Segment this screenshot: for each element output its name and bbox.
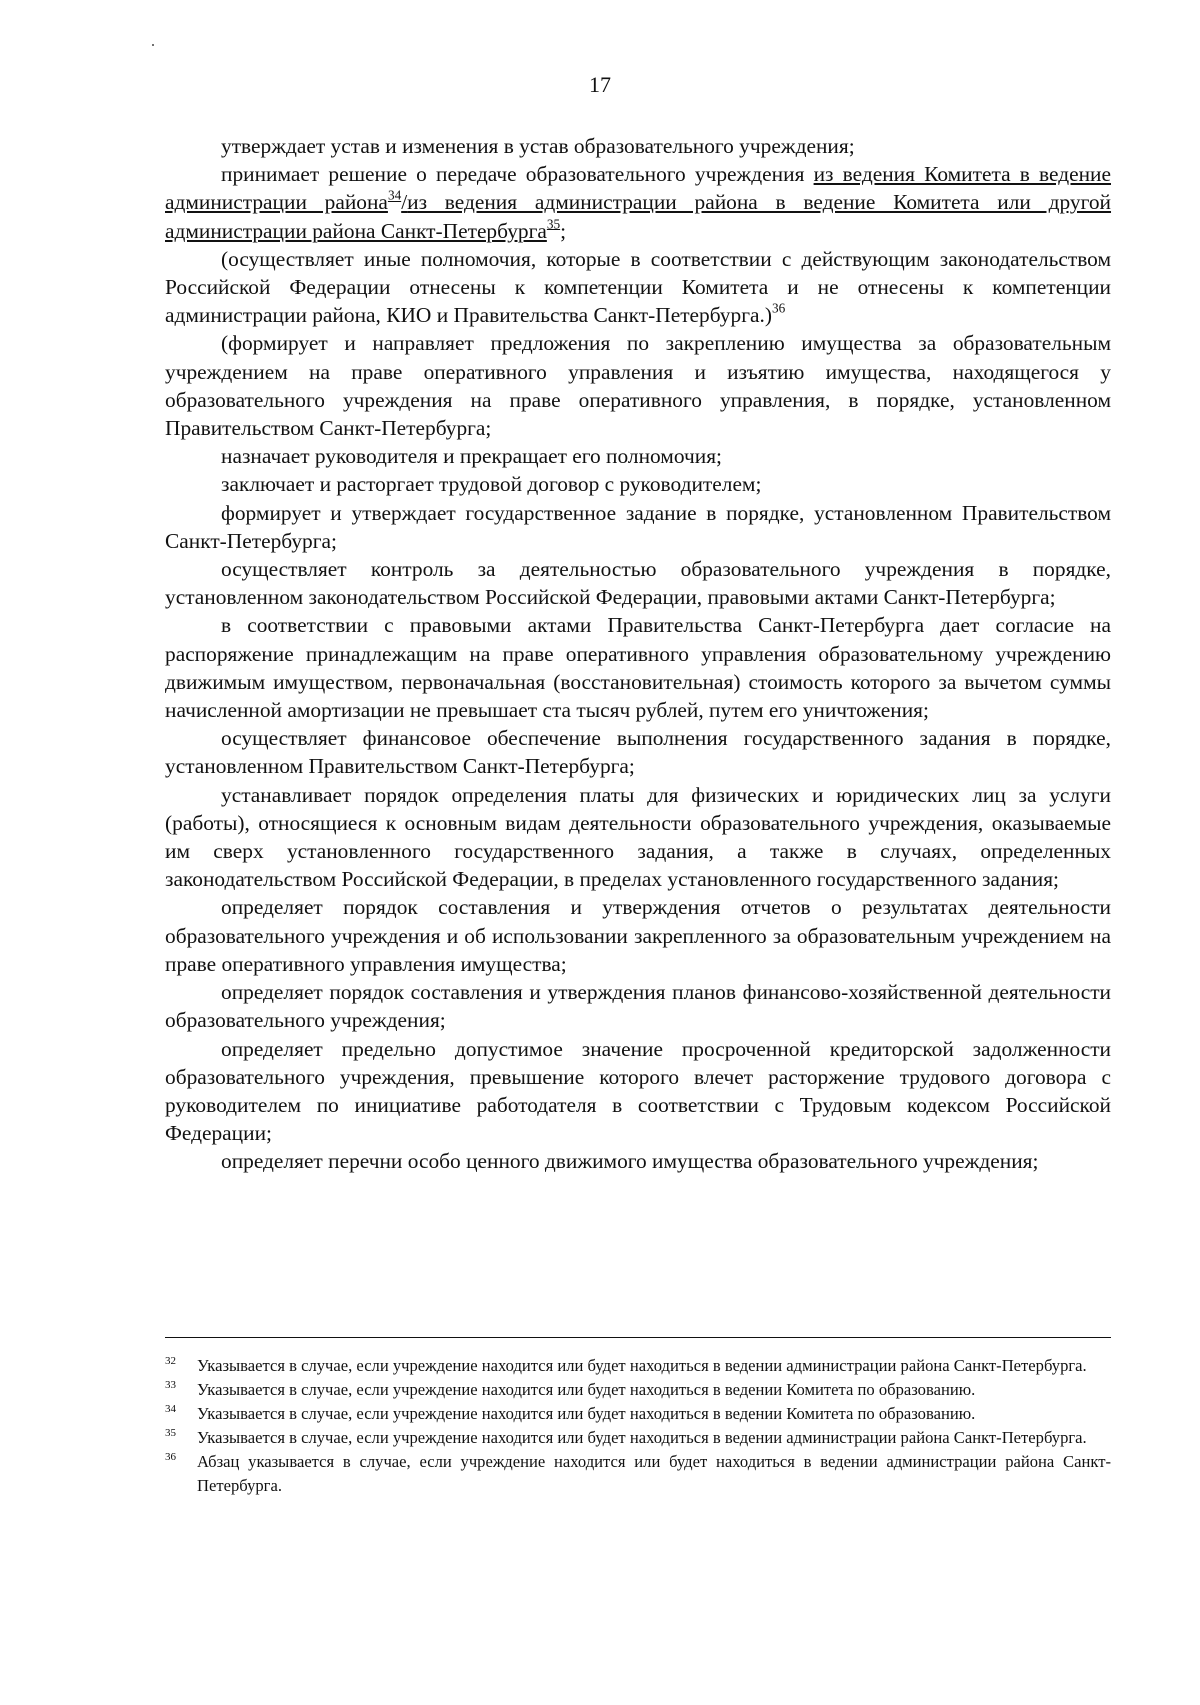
footnote-35 (165, 1426, 1111, 1450)
footnote-number: 32 (165, 1355, 176, 1367)
footnote-33 (165, 1378, 1111, 1402)
transfer-option-b: из ведения администрации района в ведение Комитета или другой администрации района Санкт-Петербурга (165, 190, 1112, 243)
transfer-slash: / (401, 190, 408, 215)
footnote-text: Указывается в случае, если учреждение находится или будет находиться в ведении Комитета по образованию. (197, 1404, 976, 1424)
footnote-ref-35: 35 (546, 216, 561, 232)
transfer-option-a: из ведения Комитета в ведение администрации района (165, 162, 1111, 215)
paragraph-overdue-debt: определяет предельно допустимое значение просроченной кредиторской задолженности образовательного учреждения, превышение которого влечет расторжение трудового договора с руководителем по инициативе работодателя в соответствии с Трудовым кодексом Российской Федерации; (165, 1036, 1111, 1146)
footnote-36 (165, 1450, 1111, 1497)
paragraph-property-disposal: в соответствии с правовыми актами Правительства Санкт-Петербурга дает согласие на распоряжение принадлежащим на праве оперативного управления образовательному учреждению движимым имуществом, первоначальная (восстановительная) стоимость которого за вычетом суммы начисленной амортизации не превышает ста тысяч рублей, путем его уничтожения; (165, 613, 1111, 723)
footnote-number: 35 (165, 1427, 176, 1440)
footnote-34 (165, 1402, 1111, 1426)
body-text (165, 132, 1111, 1176)
paragraph-charter: утверждает устав и изменения в устав образовательного учреждения; (221, 134, 855, 158)
paragraph-labor-contract: заключает и расторгает трудовой договор с руководителем; (221, 472, 762, 497)
footnote-text: Указывается в случае, если учреждение находится или будет находиться в ведении Комитета по образованию. (197, 1380, 976, 1400)
scan-speck (152, 44, 154, 46)
paragraph-valuable-property: определяет перечни особо ценного движимого имущества образовательного учреждения; (221, 1149, 1039, 1174)
paragraph-property-assignment: (формирует и направляет предложения по закреплению имущества за образовательным учреждением на праве оперативного управления и изъятию имущества, находящегося у образовательного учреждения на праве оперативного управления, в порядке, установленном Правительством Санкт-Петербурга; (165, 331, 1111, 441)
paragraph-appoint-head: назначает руководителя и прекращает его полномочия; (221, 444, 722, 469)
paragraph-reports: определяет порядок составления и утверждения отчетов о результатах деятельности образовательного учреждения и об использовании закрепленного за образовательным учреждением на праве оперативного управления имущества; (165, 895, 1111, 976)
footnote-divider (165, 1337, 1111, 1338)
transfer-tail: ; (560, 218, 567, 243)
paragraph-fees: устанавливает порядок определения платы для физических и юридических лиц за услуги (работы), относящиеся к основным видам деятельности образовательного учреждения, оказываемые им сверх установленного государственного задания, а также в случаях, определенных законодательством Российской Федерации, в пределах установленного государственного задания; (165, 782, 1111, 892)
footnote-number: 36 (165, 1451, 176, 1464)
footnote-text: Абзац указывается в случае, если учреждение находится или будет находиться в ведении администрации района Санкт-Петербурга. (197, 1452, 1111, 1495)
paragraph-other-powers (165, 245, 1111, 330)
page-number: 17 (589, 72, 611, 97)
transfer-lead: принимает решение о передаче образовательного учреждения (221, 162, 814, 187)
paragraph-transfer-decision (165, 160, 1111, 245)
footnotes (165, 1354, 1111, 1498)
footnote-32 (165, 1354, 1111, 1378)
paragraph-financing: осуществляет финансовое обеспечение выполнения государственного задания в порядке, установленном Правительством Санкт-Петербурга; (165, 726, 1111, 779)
footnote-ref-34: 34 (387, 188, 402, 204)
footnote-number: 34 (165, 1403, 176, 1416)
paragraph-financial-plans: определяет порядок составления и утверждения планов финансово-хозяйственной деятельности образовательного учреждения; (165, 980, 1111, 1033)
footnote-ref-36: 36 (771, 300, 786, 316)
paragraph-control: осуществляет контроль за деятельностью образовательного учреждения в порядке, установленном законодательством Российской Федерации, правовыми актами Санкт-Петербурга; (165, 557, 1111, 610)
paragraph-state-assignment: формирует и утверждает государственное задание в порядке, установленном Правительством Санкт-Петербурга; (165, 500, 1111, 553)
footnote-text: Указывается в случае, если учреждение находится или будет находиться в ведении администрации района Санкт-Петербурга. (197, 1356, 1087, 1375)
footnote-number: 33 (165, 1379, 176, 1392)
footnote-text: Указывается в случае, если учреждение находится или будет находиться в ведении администрации района Санкт-Петербурга. (197, 1428, 1087, 1448)
other-powers-text: (осуществляет иные полномочия, которые в соответствии с действующим законодательством Российской Федерации отнесены к компетенции Комитета и не отнесены к компетенции администрации района, КИО и Правительства Санкт-Петербурга.) (165, 246, 1111, 328)
